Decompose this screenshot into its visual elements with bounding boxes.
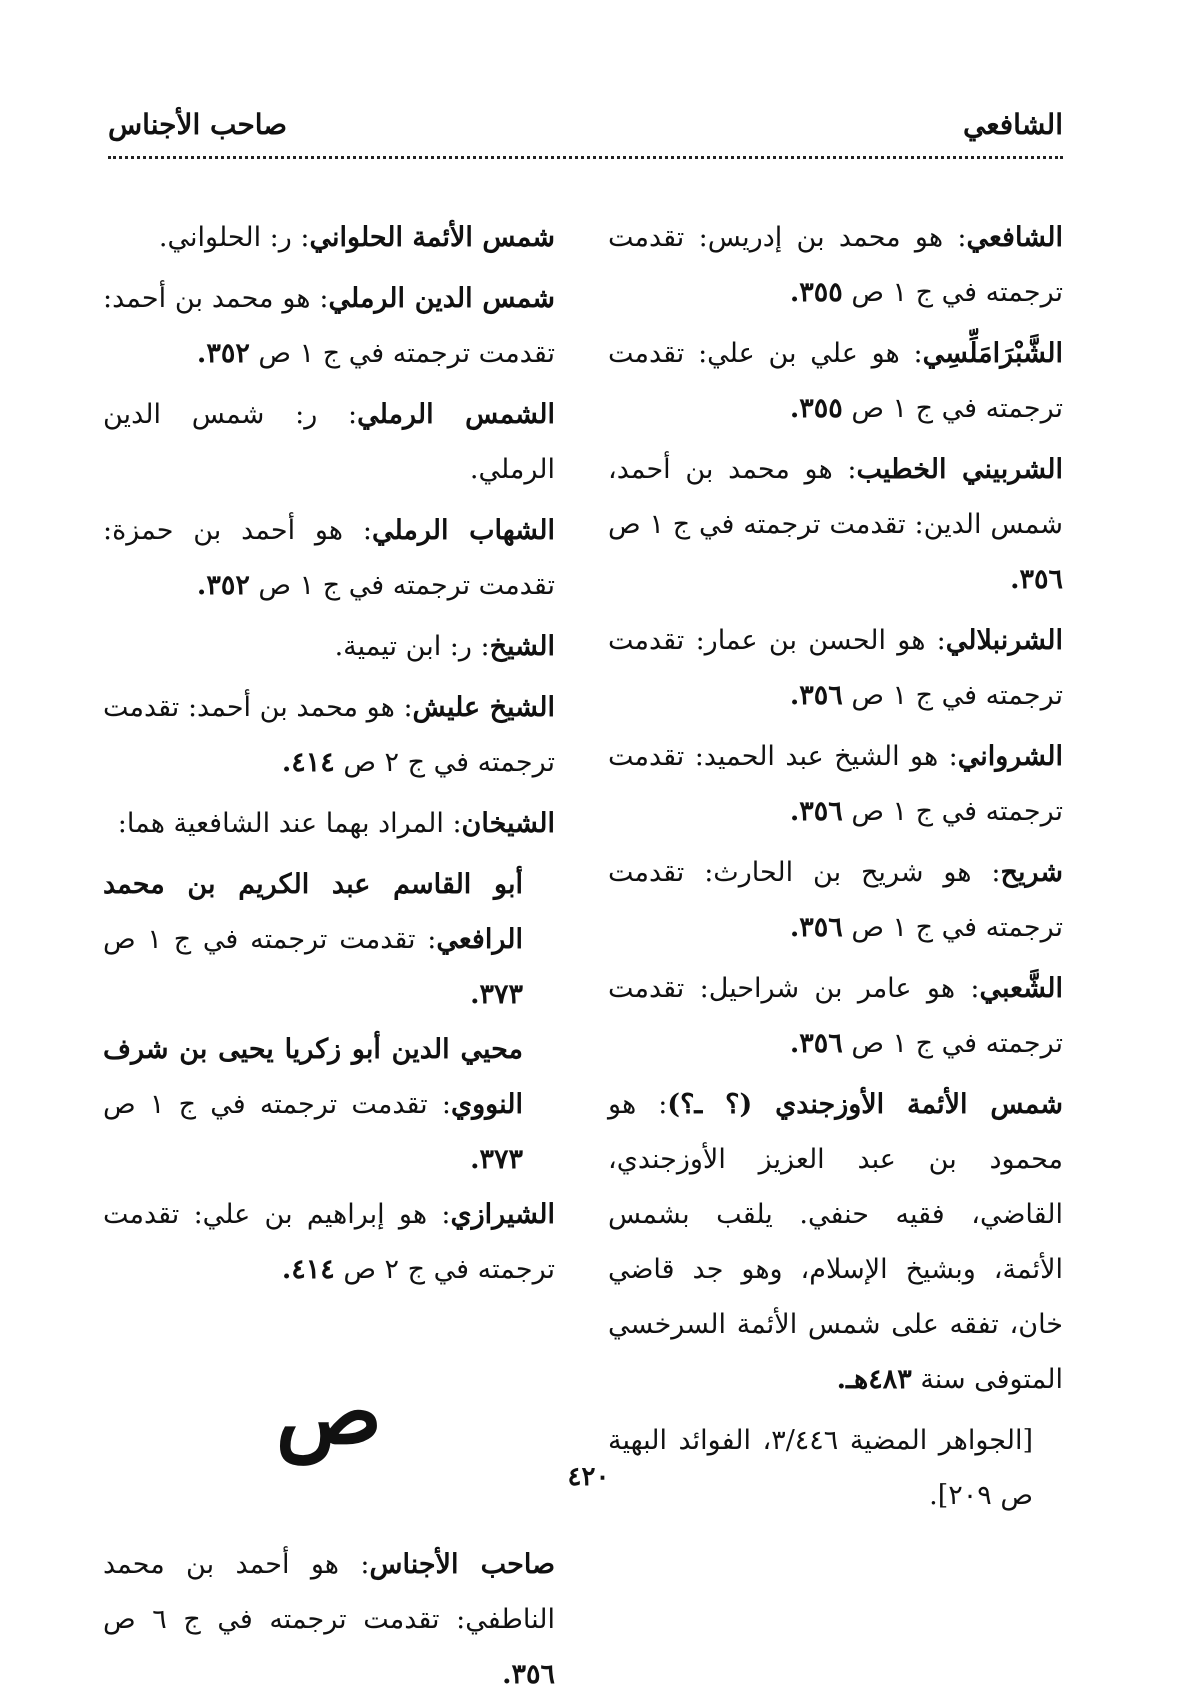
entry-ref: ٤٨٣هـ. [836,1364,912,1395]
entry-ref: ٣٥٦. [789,912,843,943]
entry-term: الشَّبْرَامَلِّسِي [922,338,1063,369]
entry [103,271,555,381]
entry-ref: ٣٥٥. [789,277,843,308]
right-column [608,210,1063,1529]
entry-text: : هو محمد بن أحمد: تقدمت ترجمته في ج ٢ ص [103,692,555,778]
entry-term: شمس الأئمة الحلواني [309,222,555,253]
entry-text: : هو محمد بن أحمد: تقدمت ترجمته في ج ١ ص [103,283,555,369]
entry-term: الشمس الرملي [357,399,555,430]
page-number: ٤٢٠ [567,1462,610,1492]
entry-term: الشيخ عليش [412,692,555,723]
entry-text: : هو علي بن علي: تقدمت ترجمته في ج ١ ص [608,338,1063,424]
entry-term: الشيخان [461,808,555,839]
entry-ref: ٣٥٦. [1010,564,1063,595]
entry [103,387,555,497]
source-note: [الجواهر المضية ٣/٤٤٦، الفوائد البهية ص ٢٠٩]. [608,1425,1033,1511]
entry-text: : هو عامر بن شراحيل: تقدمت ترجمته في ج ١ ص [608,973,1063,1059]
entry-term: الشرواني [957,741,1063,772]
sub-entry-text: : تقدمت ترجمته في ج ١ ص [103,1089,451,1120]
entry-text: : هو أحمد بن محمد الناطفي: تقدمت ترجمته في ج ٦ ص [103,1549,555,1635]
header-dotted-rule [108,156,1063,159]
entry [608,210,1063,320]
entry [608,442,1063,607]
entry [608,1077,1063,1407]
entry-text: : هو إبراهيم بن علي: تقدمت ترجمته في ج ٢ ص [103,1199,555,1285]
sub-entry-ref: ٣٧٣. [470,1144,523,1175]
entry-text: : ر: شمس الدين الرملي. [103,399,555,485]
entry-term: الشافعي [966,222,1063,253]
entry-term: الشَّعبي [979,973,1063,1004]
entry-text: : ر: الحلواني. [158,222,310,253]
entry-term: الشهاب الرملي [371,515,555,546]
entry [103,619,555,674]
entry [103,1187,555,1297]
sub-entry-text: : تقدمت ترجمته في ج ١ ص [103,924,437,955]
sub-entry-name: محيي الدين أبو زكريا يحيى بن شرف النووي [103,1034,523,1120]
entry-ref: ٣٥٦. [789,1028,843,1059]
entry-ref: ٤١٤. [281,747,335,778]
entry-ref: ٤١٤. [281,1254,335,1285]
entry-ref: ٣٥٦. [789,680,843,711]
sub-entry-name: أبو القاسم عبد الكريم بن محمد الرافعي [103,869,523,955]
entry [103,796,555,851]
entry-term: شريح [1000,857,1063,888]
entry-term: شمس الدين الرملي [328,283,555,314]
entry-ref: ٣٥٢. [196,338,250,369]
entry-term: الشيرازي [450,1199,555,1230]
entry [103,1537,555,1702]
entry [103,210,555,265]
entry [608,613,1063,723]
entry [608,961,1063,1071]
entry-text: : ر: ابن تيمية. [334,631,490,662]
entry-term: الشربيني الخطيب [856,454,1064,485]
entry-text: : هو الحسن بن عمار: تقدمت ترجمته في ج ١ ص [608,625,1063,711]
entry-text: : هو أحمد بن حمزة: تقدمت ترجمته في ج ١ ص [103,515,555,601]
entry [608,729,1063,839]
entry-text: : هو محمد بن أحمد، شمس الدين: تقدمت ترجمته في ج ١ ص [608,454,1063,540]
entry [103,680,555,790]
entry-term: صاحب الأجناس [369,1549,555,1580]
entry-text: : هو محمود بن عبد العزيز الأوزجندي، القاضي، فقيه حنفي. يلقب بشمس الأئمة، وبشيخ الإسلام، وهو جد قاضي خان، تفقه على شمس الأئمة السرخسي المتوفى سنة [608,1089,1063,1395]
section-letter: ص [275,1360,383,1464]
sub-entry [103,1022,555,1187]
entry-ref: ٣٥٢. [196,570,250,601]
entry [608,326,1063,436]
entry-text: : هو الشيخ عبد الحميد: تقدمت ترجمته في ج ١ ص [608,741,1063,827]
entry-ref: ٣٥٦. [502,1659,555,1690]
running-head [108,108,1063,158]
running-head-right: الشافعي [962,108,1063,141]
entry-text: : هو محمد بن إدريس: تقدمت ترجمته في ج ١ ص [608,222,1063,308]
running-head-left: صاحب الأجناس [108,108,288,141]
entry-term: الشيخ [489,631,555,662]
entry-text: : هو شريح بن الحارث: تقدمت ترجمته في ج ١ ص [608,857,1063,943]
entry-term: شمس الأئمة الأوزجندي (؟ ـ؟) [667,1089,1063,1120]
entry-term: الشرنبلالي [945,625,1063,656]
entry-ref: ٣٥٦. [789,796,843,827]
entry [608,845,1063,955]
entry-text: : المراد بهما عند الشافعية هما: [117,808,462,839]
sub-entry-ref: ٣٧٣. [470,979,523,1010]
entry [103,503,555,613]
sub-entry [103,857,555,1022]
entry-ref: ٣٥٥. [789,393,843,424]
